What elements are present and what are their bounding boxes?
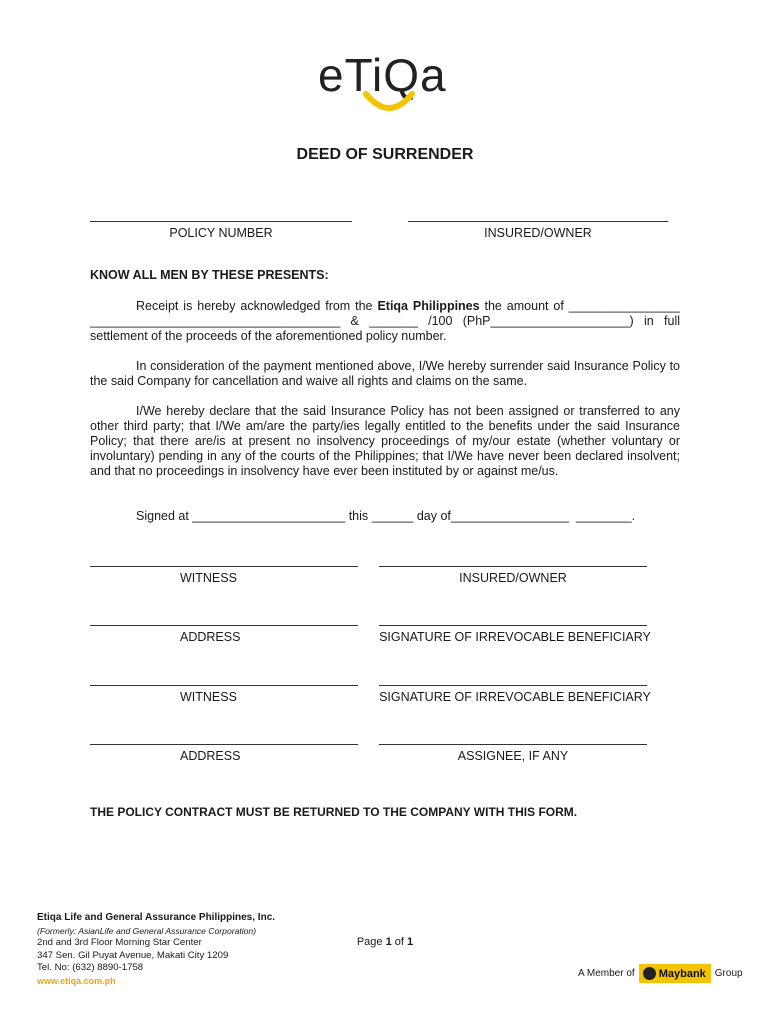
page-number <box>0 936 770 948</box>
footer-formerly: (Formerly: AsianLife and General Assurance Corporation) <box>37 925 257 936</box>
footer-address-line-1: 2nd and 3rd Floor Morning Star Center <box>37 937 202 948</box>
receipt-post: the amount of ________________ ____________________________________ & _______ /100 (PhP____________________) in full settlement of the proceeds of the aforementioned policy number. <box>90 299 680 343</box>
witness-1-field[interactable] <box>90 566 358 585</box>
know-all-heading: KNOW ALL MEN BY THESE PRESENTS: <box>90 268 329 282</box>
consideration-paragraph: In consideration of the payment mentioned above, I/We hereby surrender said Insurance Policy to the said Company for cancellation and waive all rights and claims on the same. <box>90 359 680 388</box>
receipt-paragraph <box>90 299 680 344</box>
receipt-pre: Receipt is hereby acknowledged from the <box>136 299 378 313</box>
witness-2-field[interactable] <box>90 685 358 704</box>
policy-number-caption: POLICY NUMBER <box>169 226 273 240</box>
address-2-caption: ADDRESS <box>180 749 241 763</box>
footer-website-link[interactable]: www.etiqa.com.ph <box>37 975 116 986</box>
footer-address-block <box>37 912 275 987</box>
insured-owner-field[interactable] <box>408 221 668 240</box>
address-1-caption: ADDRESS <box>180 630 241 644</box>
assignee-caption: ASSIGNEE, IF ANY <box>457 749 569 763</box>
return-policy-notice: THE POLICY CONTRACT MUST BE RETURNED TO THE COMPANY WITH THIS FORM. <box>90 805 578 819</box>
maybank-tiger-icon <box>643 967 656 980</box>
insured-owner-signature-field[interactable] <box>379 566 647 585</box>
page-label: Page <box>356 936 386 948</box>
maybank-logo <box>639 964 711 983</box>
page-total: 1 <box>407 936 414 948</box>
footer-company-name: Etiqa Life and General Assurance Philippines, Inc. <box>37 912 276 923</box>
witness-1-caption: WITNESS <box>180 571 237 585</box>
footer-address-line-2: 347 Sen. Gil Puyat Avenue, Makati City 1209 <box>37 949 229 961</box>
address-2-field[interactable] <box>90 744 358 763</box>
page-of: of <box>391 936 408 948</box>
member-suffix: Group <box>714 968 743 979</box>
beneficiary-1-caption: SIGNATURE OF IRREVOCABLE BENEFICIARY <box>379 630 651 644</box>
beneficiary-1-signature-field[interactable] <box>379 625 651 644</box>
maybank-member-badge <box>578 964 743 983</box>
witness-2-caption: WITNESS <box>180 690 237 704</box>
footer-telephone: Tel. No: (632) 8890-1758 <box>37 962 144 973</box>
insured-owner-caption: INSURED/OWNER <box>484 226 592 240</box>
maybank-brand: Maybank <box>658 967 706 980</box>
insured-owner-signature-caption: INSURED/OWNER <box>459 571 567 585</box>
assignee-signature-field[interactable] <box>379 744 647 763</box>
address-1-field[interactable] <box>90 625 358 644</box>
signed-at-line[interactable]: Signed at ______________________ this ______ day of_________________ ________. <box>136 509 636 523</box>
beneficiary-2-caption: SIGNATURE OF IRREVOCABLE BENEFICIARY <box>379 690 651 704</box>
page-current: 1 <box>385 936 392 948</box>
declaration-paragraph: I/We hereby declare that the said Insurance Policy has not been assigned or transferred to any other third party; that I/We am/are the party/ies legally entitled to the benefits under the said Insurance Policy; that there are/is at present no insolvency proceedings of my/our estate (whether voluntary or involuntary) pending in any of the courts of the Philippines; that I/We have never been declared insolvent; and that no proceedings in insolvency have ever been instituted by or against me/us. <box>90 404 680 478</box>
logo-wordmark: eTiQa <box>318 49 447 101</box>
etiqa-logo <box>300 48 470 120</box>
document-title: DEED OF SURRENDER <box>296 146 474 163</box>
receipt-company: Etiqa Philippines <box>377 299 480 313</box>
beneficiary-2-signature-field[interactable] <box>379 685 651 704</box>
logo-smile-icon <box>362 88 416 118</box>
policy-number-field[interactable] <box>90 221 352 240</box>
member-prefix: A Member of <box>578 968 635 979</box>
